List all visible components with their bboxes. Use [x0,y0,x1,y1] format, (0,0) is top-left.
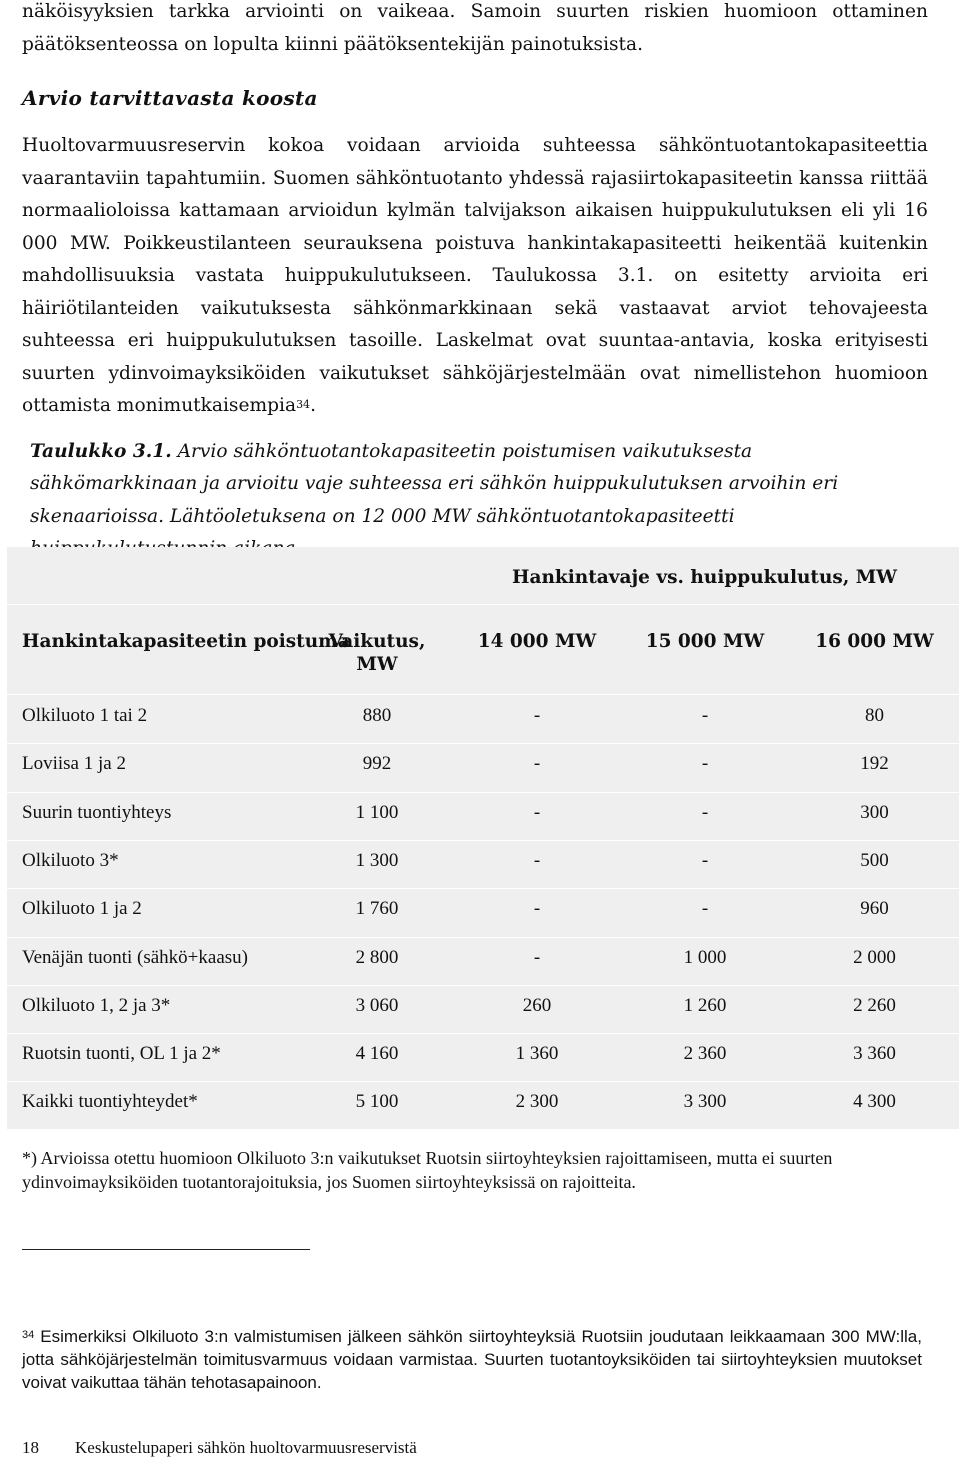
paragraph-intro: näköisyyksien tarkka arviointi on vaikeaa. Samoin suurten riskien huomioon ottaminen päätöksenteossa on lopulta kiinni päätöksentekijän painotuksista. [22,1,928,55]
table-note: *) Arvioissa otettu huomioon Olkiluoto 3:n vaikutukset Ruotsin siirtoyhteyksien rajoittamiseen, mutta ei suurten ydinvoimayksiköiden tuotantorajoituksia, jos Suomen siirtoyhteyksissä on rajoitteita. [22,1148,833,1192]
table-caption-text: Arvio sähköntuotantokapasiteetin poistumisen vaikutuksesta sähkömarkkinaan ja arvioitu vaje suhteessa eri sähkön huippukulutuksen arvoihin eri skenaarioissa. Lähtöoletuksena on 12 000 MW sähköntuotantokapasiteetti [30,441,839,527]
table-header-cell: Vaikutus, MW [328,631,426,675]
table-cell: 260 [522,994,552,1016]
footnote-number: 34 [22,1329,35,1341]
table-row-label: Olkiluoto 3* [22,849,119,871]
table-cell: - [533,801,541,823]
table-cell: 3 300 [683,1091,727,1113]
table-cell: - [701,849,709,871]
table-header-cell: 15 000 MW [645,631,765,652]
footnote-text: Esimerkiksi Olkiluoto 3:n valmistumisen jälkeen sähkön siirtoyhteyksiä Ruotsiin joudutaan leikkaamaan 300 MW:lla, jotta sähköjärjestelmän toimitusvarmuus voidaan varmistaa. Suurten tuotantoyksiköiden tai siirtoyhteyksien muutokset voivat vaikuttaa tähän tehotasapainoon. [22,1327,922,1392]
table-row [7,1081,959,1129]
table-cell: - [701,753,709,775]
table-row [7,840,959,888]
footnote [22,1325,922,1394]
table-cell: 300 [860,801,889,823]
table-cell: - [533,705,541,726]
table-cell: 500 [860,849,889,871]
table-cell: - [533,946,541,968]
table-cell: 2 000 [853,946,896,968]
table-caption-label: Taulukko 3.1. [30,441,172,462]
table-cell: - [533,849,541,871]
data-table [7,547,959,1129]
table-cell: - [701,801,709,823]
footnote-ref[interactable]: 34 [296,398,311,411]
table-cell: 2 360 [683,1043,727,1065]
table-row [7,888,959,936]
table-cell: 4 160 [355,1043,399,1065]
table-cell: - [701,898,709,920]
paragraph-main-text: Huoltovarmuusreservin kokoa voidaan arvioida suhteessa sähköntuotantokapasiteettia vaarantaviin tapahtumiin. Suomen sähköntuotanto yhdessä rajasiirtokapasiteetin kanssa riittää normaalioloissa kattamaan arvioidun kylmän talvijakson aikaisen huippukulutuksen eli yli 16 000 MW. Poikkeustilanteen seurauksena poistuva hankintakapasiteetti heikentää kuitenkin mahdollisuuksia vastata huippukulutukseen. Taulukossa 3.1. on esitetty arvioita eri häiriötilanteiden vaikutuksesta sähkönmarkkinaan sekä vastaavat arviot tehovajeesta suhteessa eri huippukulutuksen tasoille. Laskelmat ovat suuntaa-antavia, koska erityisesti suurten ydinvoimayksiköiden vaikutukset sähköjärjestelmään ovat nimellistehon huomioon ottamista monimutkaisempia [22,135,928,416]
table-header-cell: Hankintakapasiteetin poistuma [22,631,350,652]
table-cell: 880 [362,705,392,726]
section-heading: Arvio tarvittavasta koosta [22,86,318,110]
table-cell: 992 [362,753,392,775]
table-cell: 4 300 [853,1091,896,1113]
table-row-label: Venäjän tuonti (sähkö+kaasu) [22,946,248,968]
paragraph-main-end: . [310,395,316,416]
table-cell: 1 260 [683,994,727,1016]
table-cell: 2 800 [355,946,399,968]
table-cell: - [533,898,541,920]
table-cell: 192 [860,753,889,775]
table-header-cell: 14 000 MW [477,631,597,652]
table-row [7,937,959,985]
table-cell: 1 300 [355,849,399,871]
table-cell: 960 [860,898,889,920]
table-row [7,1033,959,1081]
table-cell: 1 760 [355,898,399,920]
table-cell: - [533,753,541,775]
table-caption [30,436,920,565]
table-cell: 1 100 [355,801,399,823]
table-cell: 2 260 [853,994,896,1016]
table-row-label: Olkiluoto 1 tai 2 [22,705,148,726]
table-cell: - [701,705,709,726]
table-row-label: Kaikki tuontiyhteydet* [22,1091,198,1113]
table-cell: 2 300 [515,1091,559,1113]
table-row [7,695,959,743]
table-row-label: Olkiluoto 1 ja 2 [22,898,142,920]
document-title: Keskustelupaperi sähkön huoltovarmuusreservistä [75,1438,417,1457]
table-row-label: Olkiluoto 1, 2 ja 3* [22,994,171,1016]
table-row-label: Ruotsin tuonti, OL 1 ja 2* [22,1043,221,1065]
table-cell: 1 000 [683,946,727,968]
table-cell: 80 [865,705,884,726]
table-cell: 3 060 [355,994,399,1016]
table-row [7,743,959,791]
page-number: 18 [22,1438,39,1457]
table-cell: 3 360 [853,1043,896,1065]
table-header-cell: 16 000 MW [815,631,934,652]
paragraph-main [22,130,928,423]
table-row-label: Loviisa 1 ja 2 [22,753,126,775]
table-row-label: Suurin tuontiyhteys [22,801,172,823]
table-group-header: Hankintavaje vs. huippukulutus, MW [512,567,897,588]
table-cell: 1 360 [515,1043,559,1065]
table-divider [7,604,959,605]
footnote-separator [22,1249,310,1250]
table-cell: 5 100 [355,1091,399,1113]
table-row [7,792,959,840]
table-row [7,985,959,1033]
